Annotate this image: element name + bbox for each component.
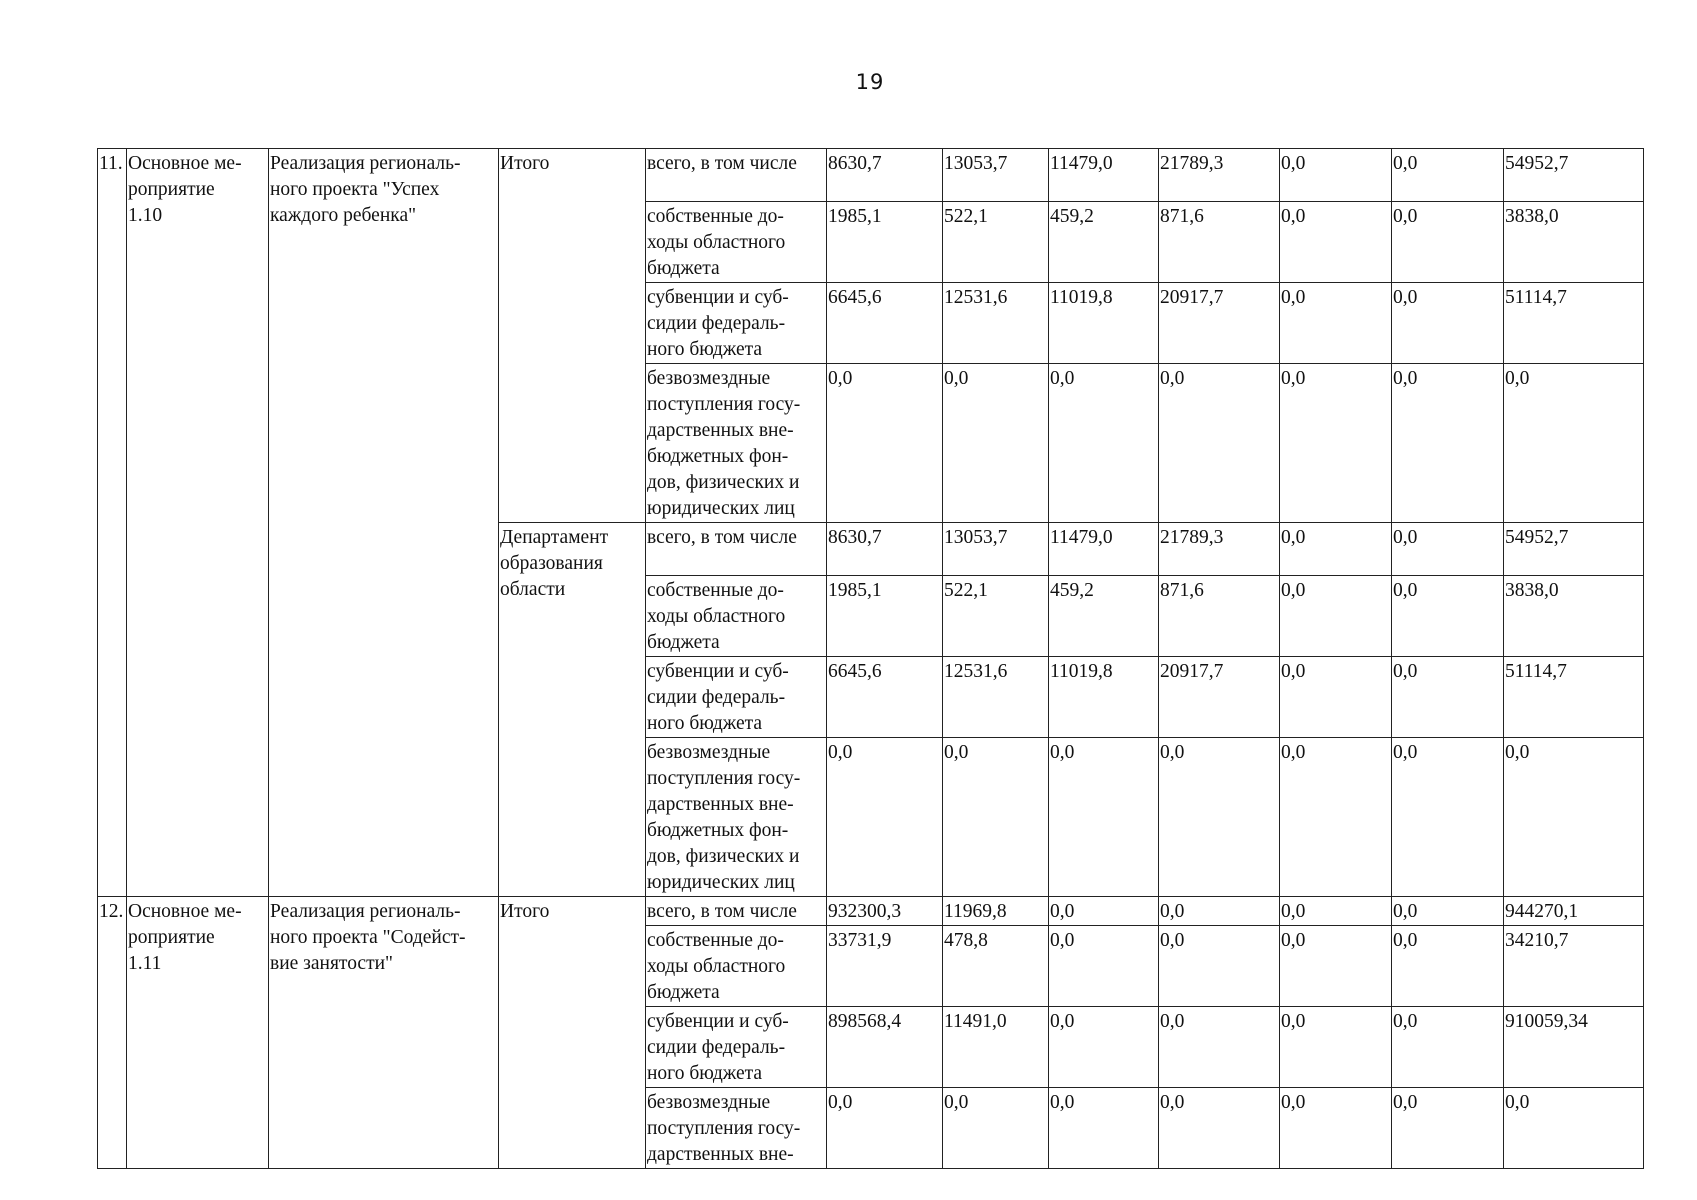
value-cell: 8630,7 <box>827 149 943 202</box>
value-cell: 0,0 <box>1392 283 1504 364</box>
value-cell: 0,0 <box>1049 364 1159 523</box>
event-cell: Основное ме- роприятие 1.10 <box>127 149 269 897</box>
value-cell: 0,0 <box>1280 926 1392 1007</box>
value-cell: 11479,0 <box>1049 149 1159 202</box>
value-cell: 11491,0 <box>943 1007 1049 1088</box>
source-cell: субвенции и суб- сидии федераль- ного бюджета <box>646 657 827 738</box>
value-cell: 54952,7 <box>1504 523 1644 576</box>
source-cell: собственные до- ходы областного бюджета <box>646 202 827 283</box>
executor-cell: Департамент образования области <box>499 523 646 897</box>
value-cell: 34210,7 <box>1504 926 1644 1007</box>
value-cell: 0,0 <box>1280 897 1392 926</box>
value-cell: 0,0 <box>1159 926 1280 1007</box>
value-cell: 20917,7 <box>1159 283 1280 364</box>
value-cell: 0,0 <box>1049 738 1159 897</box>
value-cell: 33731,9 <box>827 926 943 1007</box>
value-cell: 11969,8 <box>943 897 1049 926</box>
value-cell: 12531,6 <box>943 283 1049 364</box>
source-cell: всего, в том числе <box>646 897 827 926</box>
value-cell: 54952,7 <box>1504 149 1644 202</box>
value-cell: 871,6 <box>1159 202 1280 283</box>
value-cell: 0,0 <box>1280 576 1392 657</box>
event-cell: Основное ме- роприятие 1.11 <box>127 897 269 1169</box>
value-cell: 0,0 <box>1392 1088 1504 1169</box>
value-cell: 0,0 <box>827 738 943 897</box>
source-cell: всего, в том числе <box>646 149 827 202</box>
value-cell: 11479,0 <box>1049 523 1159 576</box>
budget-table <box>97 148 1644 1169</box>
value-cell: 0,0 <box>1159 1088 1280 1169</box>
value-cell: 21789,3 <box>1159 523 1280 576</box>
value-cell: 0,0 <box>943 738 1049 897</box>
value-cell: 0,0 <box>1392 738 1504 897</box>
value-cell: 0,0 <box>1159 897 1280 926</box>
value-cell: 1985,1 <box>827 576 943 657</box>
value-cell: 0,0 <box>1280 738 1392 897</box>
project-cell: Реализация региональ- ного проекта "Содейст- вие занятости" <box>269 897 499 1169</box>
value-cell: 910059,34 <box>1504 1007 1644 1088</box>
value-cell: 3838,0 <box>1504 202 1644 283</box>
row-number-cell: 12. <box>98 897 127 1169</box>
value-cell: 0,0 <box>1280 657 1392 738</box>
value-cell: 0,0 <box>1392 657 1504 738</box>
value-cell: 0,0 <box>943 1088 1049 1169</box>
value-cell: 0,0 <box>827 1088 943 1169</box>
table-row <box>98 149 1644 202</box>
table-row <box>98 897 1644 926</box>
value-cell: 0,0 <box>1504 738 1644 897</box>
value-cell: 21789,3 <box>1159 149 1280 202</box>
value-cell: 0,0 <box>1049 897 1159 926</box>
source-cell: собственные до- ходы областного бюджета <box>646 576 827 657</box>
value-cell: 0,0 <box>1280 149 1392 202</box>
value-cell: 0,0 <box>1392 926 1504 1007</box>
value-cell: 0,0 <box>1159 1007 1280 1088</box>
value-cell: 0,0 <box>1159 364 1280 523</box>
value-cell: 898568,4 <box>827 1007 943 1088</box>
value-cell: 944270,1 <box>1504 897 1644 926</box>
page-number: 19 <box>855 70 885 94</box>
value-cell: 0,0 <box>1392 523 1504 576</box>
value-cell: 13053,7 <box>943 149 1049 202</box>
value-cell: 0,0 <box>1280 202 1392 283</box>
value-cell: 478,8 <box>943 926 1049 1007</box>
value-cell: 6645,6 <box>827 657 943 738</box>
value-cell: 11019,8 <box>1049 657 1159 738</box>
executor-cell: Итого <box>499 149 646 523</box>
value-cell: 13053,7 <box>943 523 1049 576</box>
value-cell: 0,0 <box>1049 1088 1159 1169</box>
value-cell: 459,2 <box>1049 202 1159 283</box>
value-cell: 3838,0 <box>1504 576 1644 657</box>
row-number-cell: 11. <box>98 149 127 897</box>
value-cell: 8630,7 <box>827 523 943 576</box>
source-cell: собственные до- ходы областного бюджета <box>646 926 827 1007</box>
value-cell: 522,1 <box>943 576 1049 657</box>
value-cell: 0,0 <box>1280 283 1392 364</box>
value-cell: 0,0 <box>827 364 943 523</box>
value-cell: 0,0 <box>1392 576 1504 657</box>
value-cell: 11019,8 <box>1049 283 1159 364</box>
value-cell: 0,0 <box>1392 364 1504 523</box>
value-cell: 0,0 <box>943 364 1049 523</box>
value-cell: 12531,6 <box>943 657 1049 738</box>
value-cell: 0,0 <box>1280 364 1392 523</box>
value-cell: 0,0 <box>1392 897 1504 926</box>
value-cell: 0,0 <box>1392 202 1504 283</box>
value-cell: 6645,6 <box>827 283 943 364</box>
value-cell: 0,0 <box>1504 364 1644 523</box>
value-cell: 51114,7 <box>1504 657 1644 738</box>
value-cell: 0,0 <box>1504 1088 1644 1169</box>
value-cell: 1985,1 <box>827 202 943 283</box>
executor-cell: Итого <box>499 897 646 1169</box>
value-cell: 0,0 <box>1280 523 1392 576</box>
value-cell: 0,0 <box>1049 1007 1159 1088</box>
value-cell: 459,2 <box>1049 576 1159 657</box>
value-cell: 522,1 <box>943 202 1049 283</box>
source-cell: субвенции и суб- сидии федераль- ного бюджета <box>646 283 827 364</box>
value-cell: 0,0 <box>1159 738 1280 897</box>
project-cell: Реализация региональ- ного проекта "Успех каждого ребенка" <box>269 149 499 897</box>
value-cell: 0,0 <box>1280 1088 1392 1169</box>
source-cell: безвозмездные поступления госу- дарственных вне- бюджетных фон- дов, физических и юридических лиц <box>646 364 827 523</box>
value-cell: 0,0 <box>1049 926 1159 1007</box>
value-cell: 932300,3 <box>827 897 943 926</box>
source-cell: всего, в том числе <box>646 523 827 576</box>
value-cell: 0,0 <box>1280 1007 1392 1088</box>
source-cell: безвозмездные поступления госу- дарственных вне- <box>646 1088 827 1169</box>
value-cell: 0,0 <box>1392 149 1504 202</box>
value-cell: 0,0 <box>1392 1007 1504 1088</box>
value-cell: 51114,7 <box>1504 283 1644 364</box>
source-cell: безвозмездные поступления госу- дарственных вне- бюджетных фон- дов, физических и юридических лиц <box>646 738 827 897</box>
value-cell: 871,6 <box>1159 576 1280 657</box>
value-cell: 20917,7 <box>1159 657 1280 738</box>
source-cell: субвенции и суб- сидии федераль- ного бюджета <box>646 1007 827 1088</box>
